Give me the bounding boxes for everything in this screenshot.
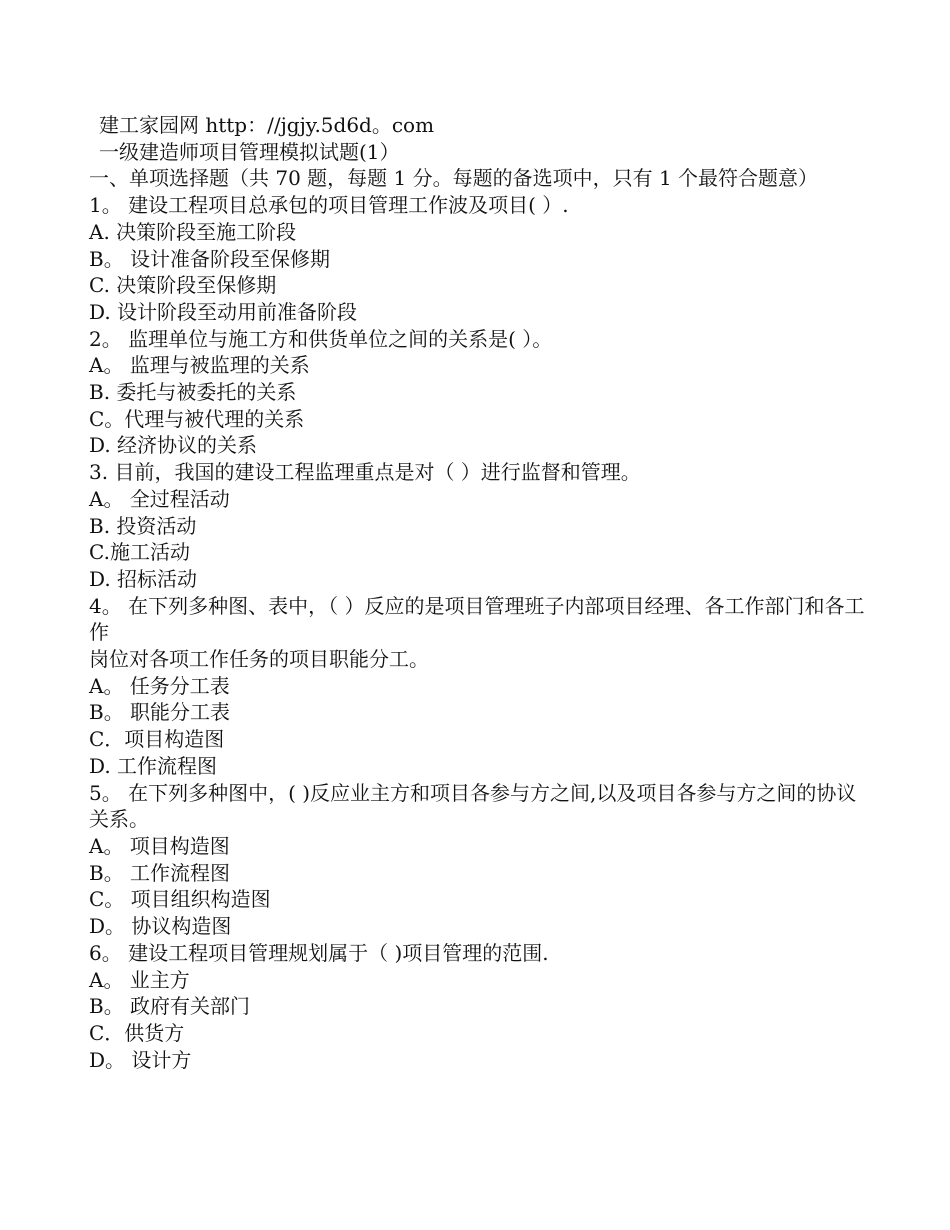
exam-title: 一级建造师项目管理模拟试题(1） xyxy=(99,139,400,164)
option-d: D. 经济协议的关系 xyxy=(89,433,258,458)
question-stem-continued: 岗位对各项工作任务的项目职能分工。 xyxy=(89,647,429,672)
option-c: C。代理与被代理的关系 xyxy=(89,406,305,431)
option-c: C. 决策阶段至保修期 xyxy=(89,273,277,298)
option-a: A. 决策阶段至施工阶段 xyxy=(89,219,297,244)
option-c: C．项目构造图 xyxy=(89,727,225,752)
option-d: D。 协议构造图 xyxy=(89,914,232,939)
option-a: A。 全过程活动 xyxy=(89,486,230,511)
option-b: B。 政府有关部门 xyxy=(89,994,251,1019)
question-stem-continued: 关系。 xyxy=(89,807,149,832)
option-c: C.施工活动 xyxy=(89,540,190,565)
question-1 xyxy=(89,192,869,326)
option-a: A。 监理与被监理的关系 xyxy=(89,353,310,378)
option-b: B。 职能分工表 xyxy=(89,700,231,725)
option-d: D. 招标活动 xyxy=(89,566,198,591)
question-stem: 6。 建设工程项目管理规划属于（ )项目管理的范围. xyxy=(89,940,549,965)
question-stem: 5。 在下列多种图中，( )反应业主方和项目各参与方之间,以及项目各参与方之间的协议 xyxy=(89,780,857,805)
option-b: B. 委托与被委托的关系 xyxy=(89,380,297,405)
option-a: A。 项目构造图 xyxy=(89,833,230,858)
option-b: B。 设计准备阶段至保修期 xyxy=(89,246,331,271)
question-5 xyxy=(89,780,869,940)
question-stem: 4。 在下列多种图、表中，（ ）反应的是项目管理班子内部项目经理、各工作部门和各工作 xyxy=(89,593,865,645)
question-2 xyxy=(89,326,869,460)
option-a: A。 业主方 xyxy=(89,967,190,992)
question-stem: 1。 建设工程项目总承包的项目管理工作波及项目( ）. xyxy=(89,193,569,218)
question-stem: 3. 目前，我国的建设工程监理重点是对（ ）进行监督和管理。 xyxy=(89,460,641,485)
question-stem: 2。 监理单位与施工方和供货单位之间的关系是( ）。 xyxy=(89,326,553,351)
document-body xyxy=(89,112,869,1073)
option-c: C．供货方 xyxy=(89,1020,185,1045)
question-3 xyxy=(89,459,869,593)
site-line: 建工家园网 http：//jgjy.5d6d。com xyxy=(99,113,435,137)
option-b: B. 投资活动 xyxy=(89,513,197,538)
question-4 xyxy=(89,593,869,780)
option-b: B。 工作流程图 xyxy=(89,860,231,885)
section-intro: 一、单项选择题（共 70 题，每题 1 分。每题的备选项中，只有 1 个最符合题意） xyxy=(89,166,819,191)
option-d: D. 工作流程图 xyxy=(89,753,218,778)
question-6 xyxy=(89,940,869,1074)
option-d: D。 设计方 xyxy=(89,1047,192,1072)
option-c: C。 项目组织构造图 xyxy=(89,887,271,912)
option-d: D. 设计阶段至动用前准备阶段 xyxy=(89,299,358,324)
option-a: A。 任务分工表 xyxy=(89,673,230,698)
